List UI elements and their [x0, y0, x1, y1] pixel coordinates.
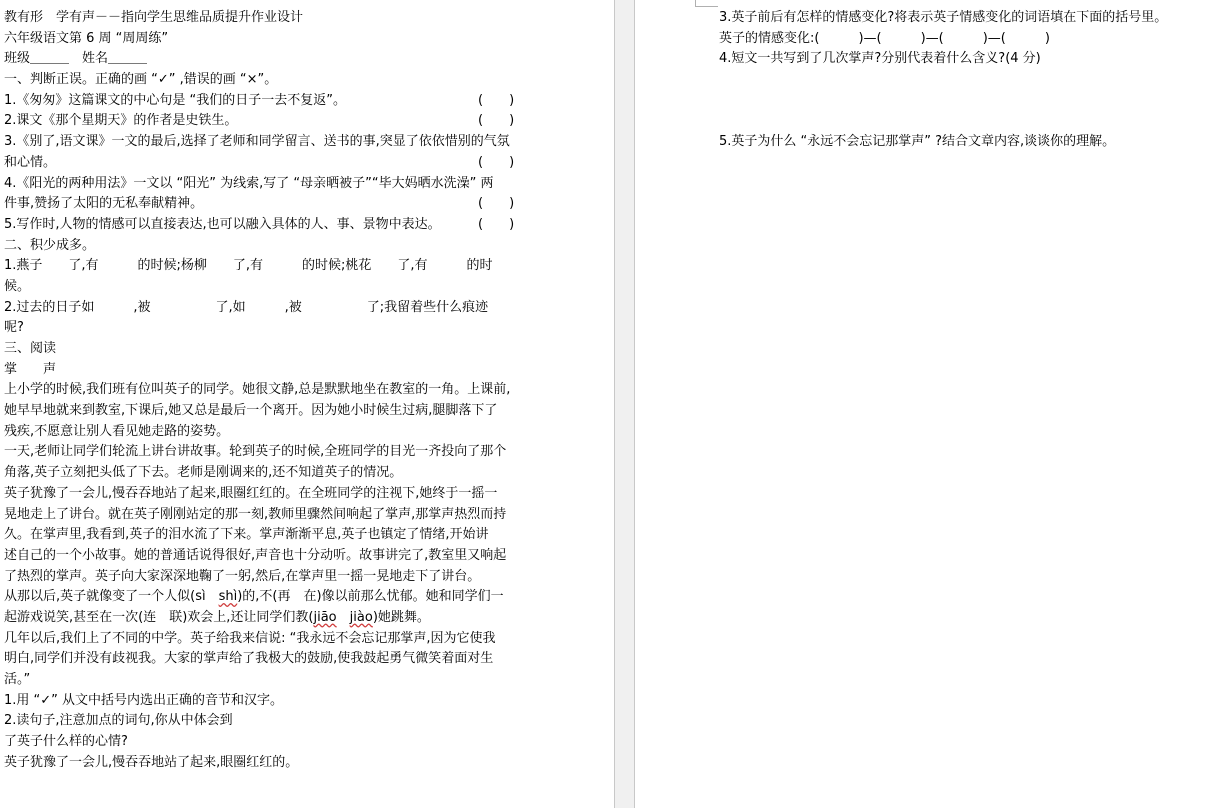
item-text-line: 和心情。 [4, 154, 57, 170]
passage-line: 一天,老师让同学们轮流上讲台讲故事。轮到英子的时候,全班同学的目光一齐投向了那个 [4, 444, 507, 460]
item-text-line: 件事,赞扬了太阳的无私奉献精神。 [4, 196, 204, 212]
answer-bracket[interactable]: ( ) [478, 92, 515, 108]
passage-line: 她早早地就来到教室,下课后,她又总是最后一个离开。因为她小时候生过病,腿脚落下了 [4, 403, 498, 419]
passage-line: 述自己的一个小故事。她的普通话说得很好,声音也十分动听。故事讲完了,教室里又响起 [4, 547, 507, 563]
passage-line: 角落,英子立刻把头低了下去。老师是刚调来的,还不知道英子的情况。 [4, 465, 403, 481]
section1-heading: 一、判断正误。正确的画 “✓” ,错误的画 “×”。 [4, 72, 278, 88]
item-text-line: 3.《别了,语文课》一文的最后,选择了老师和同学留言、送书的事,突显了依依惜别的气氛 [4, 134, 510, 150]
question-3-fill: 英子的情感变化:( )—( )—( )—( ) [719, 30, 1050, 46]
question-line: 英子犹豫了一会儿,慢吞吞地站了起来,眼圈红红的。 [4, 754, 299, 770]
answer-bracket[interactable]: ( ) [478, 196, 515, 212]
true-false-item [4, 215, 540, 236]
fill-line: 候。 [4, 278, 31, 294]
class-name-line: 班级＿＿＿ 姓名＿＿＿ [4, 51, 148, 67]
passage-body [4, 380, 540, 587]
true-false-list [4, 91, 540, 236]
true-false-item [4, 91, 540, 112]
passage-paragraph-5 [4, 629, 540, 691]
question-3: 3.英子前后有怎样的情感变化?将表示英子情感变化的词语填在下面的括号里。 [719, 10, 1168, 25]
section2-heading: 二、积少成多。 [4, 237, 96, 253]
true-false-item [4, 174, 540, 215]
true-false-item [4, 132, 540, 173]
pinyin-option: jiào [349, 609, 373, 625]
worksheet-title: 教有形 学有声－－指向学生思维品质提升作业设计 [4, 10, 304, 25]
passage-line: 上小学的时候,我们班有位叫英子的同学。她很文静,总是默默地坐在教室的一角。上课前, [4, 382, 511, 398]
item-text-line: 5.写作时,人物的情感可以直接表达,也可以融入具体的人、事、景物中表达。 [4, 216, 441, 232]
left-column [4, 8, 540, 773]
passage-line: 英子犹豫了一会儿,慢吞吞地站了起来,眼圈红红的。在全班同学的注视下,她终于一摇一 [4, 485, 498, 501]
question-5: 5.英子为什么 “永远不会忘记那掌声” ?结合文章内容,谈谈你的理解。 [719, 134, 1116, 150]
answer-bracket[interactable]: ( ) [478, 154, 515, 170]
pinyin-option: shì [218, 589, 238, 605]
question-line: 1.用 “✓” 从文中括号内选出正确的音节和汉字。 [4, 692, 284, 708]
section3-heading: 三、阅读 [4, 341, 57, 356]
passage-line: 晃地走上了讲台。就在英子刚刚站定的那一刻,教师里骤然间响起了掌声,那掌声热烈而持 [4, 506, 507, 522]
item-text-line: 4.《阳光的两种用法》一文以 “阳光” 为线索,写了 “母亲晒被子”“毕大妈晒水洗澡” 两 [4, 175, 494, 191]
passage-line: 了热烈的掌声。英子向大家深深地鞠了一躬,然后,在掌声里一摇一晃地走下了讲台。 [4, 568, 481, 584]
answer-bracket[interactable]: ( ) [478, 216, 515, 232]
answer-space [719, 70, 1199, 132]
question-line: 了英子什么样的心情? [4, 734, 128, 750]
item-text-line: 2.课文《那个星期天》的作者是史铁生。 [4, 113, 238, 129]
document-page-right [634, 0, 1207, 808]
passage-line: 残疾,不愿意让别人看见她走路的姿势。 [4, 423, 230, 439]
passage-line: 起游戏说笑,甚至在一次(连 联)欢会上,还让同学们教(jiāo jiào)她跳舞。 [4, 609, 430, 625]
item-text-line: 1.《匆匆》这篇课文的中心句是 “我们的日子一去不复返”。 [4, 92, 347, 108]
fill-line: 1.燕子 了,有 的时候;杨柳 了,有 的时候;桃花 了,有 的时 [4, 258, 493, 274]
true-false-item [4, 111, 540, 132]
passage-line: 从那以后,英子就像变了一个人似(sì shì)的,不(再 在)像以前那么忧郁。她和同学们一 [4, 589, 504, 605]
passage-line: 几年以后,我们上了不同的中学。英子给我来信说: “我永远不会忘记那掌声,因为它使我 [4, 630, 496, 646]
worksheet-subtitle: 六年级语文第 6 周 “周周练” [4, 30, 169, 46]
fill-line: 呢? [4, 320, 24, 336]
right-column [719, 8, 1199, 153]
pinyin-option: jiāo [313, 609, 337, 625]
question-line: 2.读句子,注意加点的词句,你从中体会到 [4, 713, 233, 729]
passage-line: 活。” [4, 672, 31, 687]
answer-bracket[interactable]: ( ) [478, 113, 515, 129]
passage-title: 掌 声 [4, 361, 57, 377]
fill-line: 2.过去的日子如 ,被 了,如 ,被 了;我留着些什么痕迹 [4, 299, 489, 315]
passage-line: 久。在掌声里,我看到,英子的泪水流了下来。掌声渐渐平息,英子也镇定了情绪,开始讲 [4, 527, 489, 543]
passage-line: 明白,同学们并没有歧视我。大家的掌声给了我极大的鼓励,使我鼓起勇气微笑着面对生 [4, 651, 494, 667]
question-4: 4.短文一共写到了几次掌声?分别代表着什么含义?(4 分) [719, 51, 1041, 67]
margin-corner-mark [695, 0, 718, 7]
